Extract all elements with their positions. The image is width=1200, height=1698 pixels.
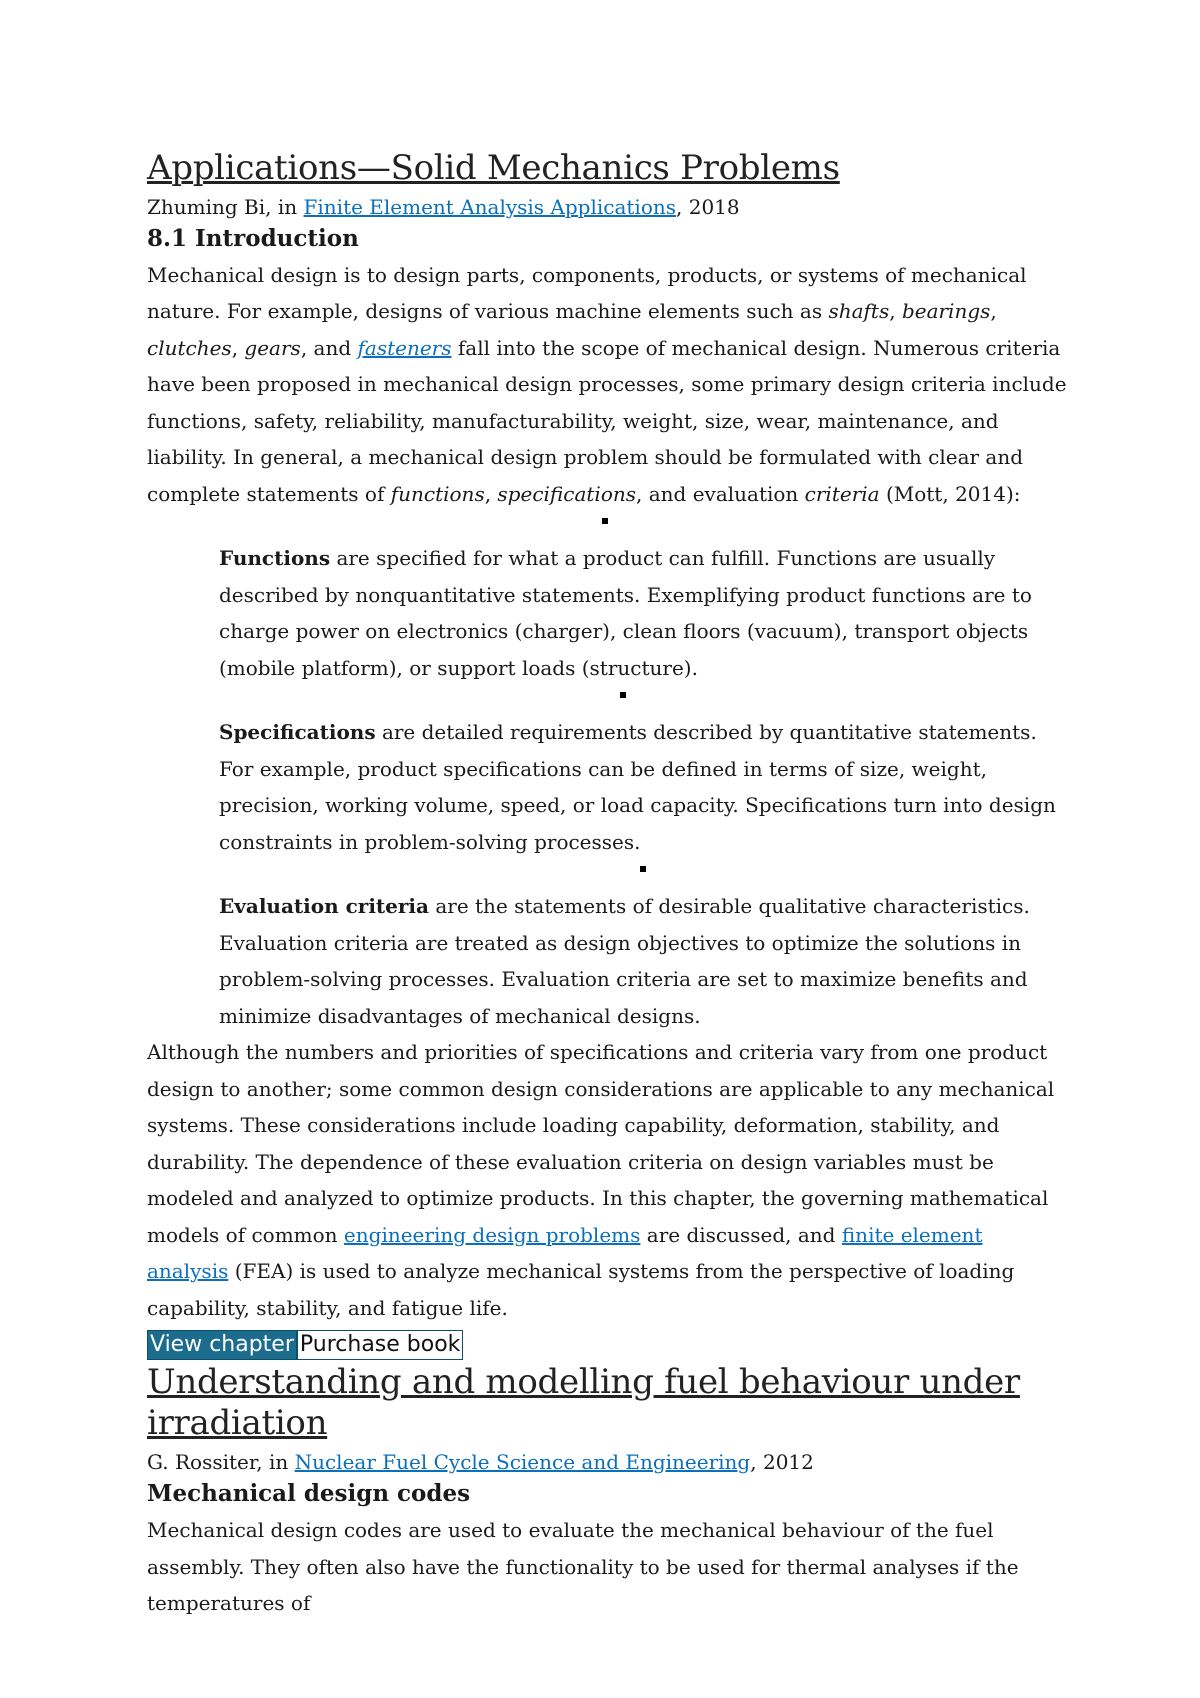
term-criteria: criteria [804,481,880,506]
intro-text: , [231,335,245,360]
purchase-book-button[interactable]: Purchase book [297,1330,464,1360]
term-functions: functions [390,481,485,506]
fasteners-link[interactable] [358,336,452,360]
bullet-icon [602,518,608,524]
article-byline [147,1448,1067,1476]
body-paragraph: Mechanical design codes are used to evaluate the mechanical behaviour of the fuel assembly. They often also have the functionality to be used for thermal analyses if the temperatures of [147,1518,1019,1616]
engineering-design-problems-link[interactable]: engineering design problems [343,1222,641,1247]
list-item-term: Evaluation criteria [219,894,429,919]
list-item-description: are the statements of desirable qualitative characteristics. Evaluation criteria are treated as design objectives to optimize the solutions in problem-solving processes. Evaluation criteria are set to maximize benefits and minimize disadvantages of mechanical designs. [219,894,1030,1028]
closing-text: (FEA) is used to analyze mechanical systems from the perspective of loading capability, stability, and fatigue life. [147,1259,1015,1320]
intro-text: , and evaluation [636,481,805,506]
action-buttons [147,1330,1067,1360]
intro-text: , [889,299,902,324]
intro-text: fall into the scope of mechanical design. Numerous criteria have been proposed in mechanical design processes, some primary design criteria include functions, safety, reliability, manufacturability, weight, size, wear, maintenance, and liability. In general, a mechanical design problem should be formulated with clear and complete statements of [147,335,1067,506]
term-fasteners[interactable]: fasteners [357,335,452,360]
intro-text: (Mott, 2014): [879,481,1021,506]
closing-text: are discussed, and [640,1222,842,1247]
intro-text: , and [300,335,358,360]
intro-paragraph [147,257,1067,513]
article-title[interactable]: Understanding and modelling fuel behaviour under irradiation [147,1362,1020,1444]
view-chapter-button[interactable]: View chapter [147,1330,297,1360]
term-clutches: clutches [147,335,232,360]
list-item [147,866,1067,1034]
list-item [147,518,1067,686]
term-gears: gears [244,335,301,360]
list-item-term: Specifications [219,720,376,745]
source-book-link[interactable]: Nuclear Fuel Cycle Science and Engineering [294,1450,751,1475]
criteria-list [147,518,1067,1034]
intro-text: Mechanical design is to design parts, components, products, or systems of mechanical nature. For example, designs of various machine elements such as [147,262,1027,324]
list-item [147,692,1067,860]
list-item-term: Functions [219,546,331,571]
term-specifications: specifications [497,481,637,506]
closing-text: Although the numbers and priorities of specifications and criteria vary from one product design to another; some common design considerations are applicable to any mechanical systems. These considerations include loading capability, deformation, stability, and durability. The dependence of these evaluation criteria on design variables must be modeled and analyzed to optimize products. In this chapter, the governing mathematical models of common [147,1040,1055,1247]
list-item-text [219,714,1069,860]
list-item-text [219,540,1069,686]
bullet-icon [640,866,646,872]
bullet-icon [620,692,626,698]
document-page [147,138,1067,1622]
closing-paragraph [147,1034,1067,1326]
section-heading: 8.1 Introduction [147,224,359,252]
list-item-description: are detailed requirements described by quantitative statements. For example, product specifications can be defined in terms of size, weight, precision, working volume, speed, or load capacity. Specifications turn into design constraints in problem-solving processes. [219,720,1056,854]
list-item-description: are specified for what a product can fulfill. Functions are usually described by nonquantitative statements. Exemplifying product functions are to charge power on electronics (charger), clean floors (vacuum), transport objects (mobile platform), or support loads (structure). [219,546,1032,680]
term-bearings: bearings [901,299,991,324]
author: G. Rossiter, in [147,1450,295,1475]
author: Zhuming Bi, in [147,194,304,219]
intro-text: , [990,299,997,324]
term-shafts: shafts [828,299,890,324]
year: , 2018 [676,194,740,219]
article-byline [147,193,1067,221]
section-heading: Mechanical design codes [147,1480,471,1508]
list-item-text [219,888,1069,1034]
source-book-link[interactable]: Finite Element Analysis Applications [303,194,677,219]
finite-element-analysis-link[interactable]: finite element analysis [147,1222,983,1284]
article-title[interactable]: Applications—Solid Mechanics Problems [147,148,840,188]
intro-text: , [484,481,498,506]
year: , 2012 [750,1450,814,1475]
